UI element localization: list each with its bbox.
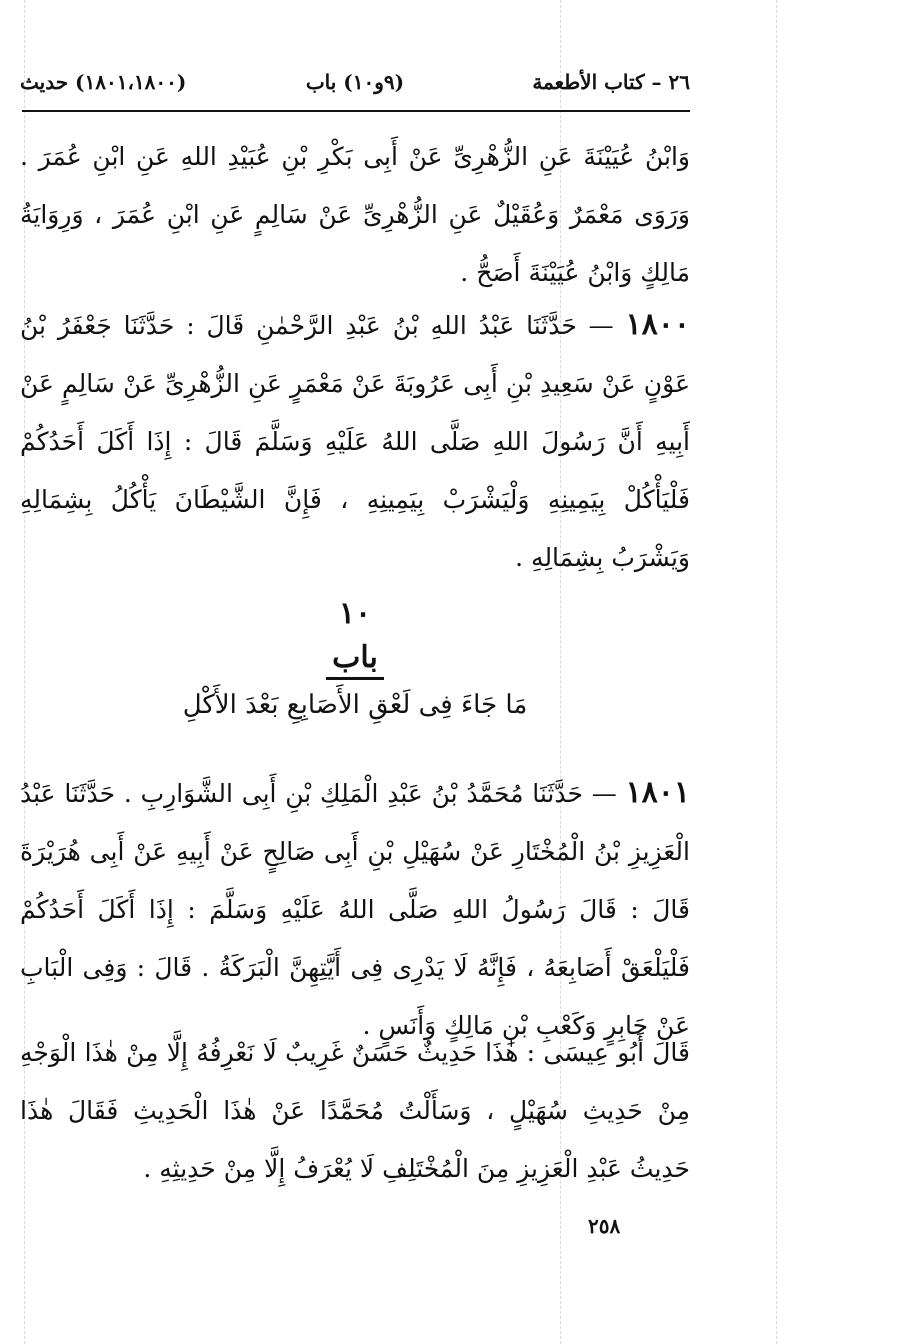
chapter-label: باب	[326, 640, 384, 680]
running-head-hadith-range: (١٨٠١،١٨٠٠) حديث	[20, 70, 187, 94]
chapter-number: ١٠	[338, 596, 372, 631]
book-page	[20, 0, 690, 1344]
hadith-text: — حَدَّثَنَا مُحَمَّدُ بْنُ عَبْدِ الْمَلِكِ بْنِ أَبِى الشَّوَارِبِ . حَدَّثَنَا عَبْدُ الْعَزِيزِ بْنُ الْمُخْتَارِ عَنْ سُهَيْلِ بْنِ أَبِى صَالِحٍ عَنْ أَبِيهِ عَنْ أَبِى هُرَيْرَةَ قَالَ : قَالَ رَسُولُ اللهِ صَلَّى اللهُ عَلَيْهِ وَسَلَّمَ : إِذَا أَكَلَ أَحَدُكُمْ فَلْيَلْعَقْ أَصَابِعَهُ ، فَإِنَّهُ لَا يَدْرِى فِى أَيَّتِهِنَّ الْبَرَكَةُ . قَالَ : وَفِى الْبَابِ عَنْ جَابِرٍ وَكَعْبِ بْنِ مَالِكٍ وَأَنَسٍ .	[20, 779, 690, 1040]
hadith-1800	[20, 296, 690, 587]
commentary-paragraph	[20, 1024, 690, 1198]
page-number: ٢٥٨	[588, 1214, 621, 1238]
commentary-text: قَالَ أَبُو عِيسَى : هٰذَا حَدِيثٌ حَسَنٌ غَرِيبٌ لَا نَعْرِفُهُ إِلَّا مِنْ هٰذَا الْوَجْهِ مِنْ حَدِيثِ سُهَيْلٍ ، وَسَأَلْتُ مُحَمَّدًا عَنْ هٰذَا الْحَدِيثِ فَقَالَ هٰذَا حَدِيثُ عَبْدِ الْعَزِيزِ مِنَ الْمُخْتَلِفِ لَا يُعْرَفُ إِلَّا مِنْ حَدِيثِهِ .	[20, 1038, 690, 1183]
hadith-text: — حَدَّثَنَا عَبْدُ اللهِ بْنُ عَبْدِ الرَّحْمٰنِ قَالَ : حَدَّثَنَا جَعْفَرُ بْنُ عَوْنٍ عَنْ سَعِيدِ بْنِ أَبِى عَرُوبَةَ عَنْ مَعْمَرٍ عَنِ الزُّهْرِىِّ عَنْ سَالِمٍ عَنْ أَبِيهِ أَنَّ رَسُولَ اللهِ صَلَّى اللهُ عَلَيْهِ وَسَلَّمَ قَالَ : إِذَا أَكَلَ أَحَدُكُمْ فَلْيَأْكُلْ بِيَمِينِهِ وَلْيَشْرَبْ بِيَمِينِهِ ، فَإِنَّ الشَّيْطَانَ يَأْكُلُ بِشِمَالِهِ وَيَشْرَبُ بِشِمَالِهِ .	[20, 311, 690, 572]
hadith-1801	[20, 764, 690, 1055]
continuation-text: وَابْنُ عُيَيْنَةَ عَنِ الزُّهْرِىِّ عَنْ أَبِى بَكْرِ بْنِ عُبَيْدِ اللهِ عَنِ ابْنِ عُمَرَ . وَرَوَى مَعْمَرٌ وَعُقَيْلٌ عَنِ الزُّهْرِىِّ عَنْ سَالِمٍ عَنِ ابْنِ عُمَرَ ، وَرِوَايَةُ مَالِكٍ وَابْنُ عُيَيْنَةَ أَصَحُّ .	[20, 142, 690, 287]
header-rule	[22, 110, 690, 112]
running-head-section: (٩و١٠) باب	[305, 70, 405, 94]
hadith-number: ١٨٠٠	[625, 307, 690, 342]
continuation-paragraph	[20, 128, 690, 302]
chapter-title: مَا جَاءَ فِى لَعْقِ الأَصَابِعِ بَعْدَ الأَكْلِ	[182, 690, 528, 720]
chapter-heading	[20, 640, 690, 675]
scan-artifact-line	[776, 0, 777, 1344]
running-head	[20, 64, 690, 100]
hadith-number: ١٨٠١	[625, 775, 690, 810]
running-head-chapter: ٢٦ – كتاب الأطعمة	[532, 70, 690, 94]
